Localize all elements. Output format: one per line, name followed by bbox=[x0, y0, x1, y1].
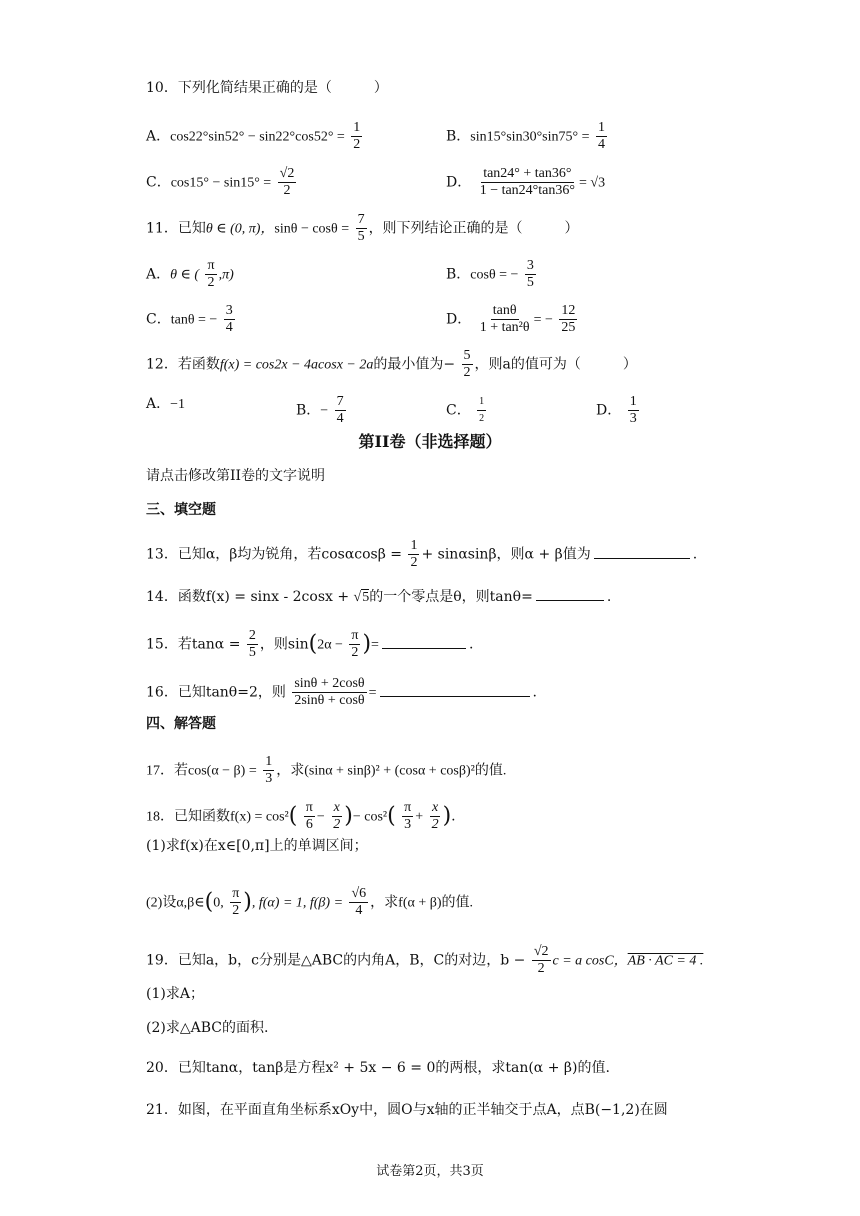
option-label: D． bbox=[446, 174, 472, 191]
fraction: $\frac{x}{2}$ bbox=[431, 800, 439, 832]
q12-stem: 12．若函数f(x) = cos2x − 4acosx − 2a的最小值为− $\frac{5}{2}$ ，则a的值可为（ ） bbox=[146, 348, 637, 380]
option-label: A． bbox=[146, 396, 171, 412]
q18: 18．已知函数f(x) = cos²( $\frac{\pi}{6}$ − $\frac{x}{2}$ )− cos²( $\frac{\pi}{3}$ + $\frac{x}{2}$ ). bbox=[146, 800, 456, 832]
q20: 20．已知tanα，tanβ是方程x² + 5x − 6 = 0的两根，求tan(α + β)的值. bbox=[146, 1060, 610, 1076]
section-title-fill: 三、填空题 bbox=[146, 502, 216, 518]
q12-option-d[interactable] bbox=[596, 394, 641, 427]
q13: 13．已知α，β均为锐角，若cosαcosβ = $\frac{1}{2}$ + sinαsinβ，则α + β值为 . bbox=[146, 538, 698, 570]
q11-stem: 11．已知θ ∈ (0, π)，sinθ − cosθ = $\frac{7}{5}$ ，则下列结论正确的是（ ） bbox=[146, 212, 579, 244]
fraction: $\frac{\pi}{2}$ bbox=[232, 886, 240, 918]
fraction: $\frac{2}{5}$ bbox=[248, 628, 256, 660]
q19-part2: (2)求△ABC的面积. bbox=[146, 1020, 269, 1036]
q11-option-d[interactable]: D． $\frac{\tan\theta}{\text{1 + tan²θ}}$ = − $\frac{12}{25}$ bbox=[446, 303, 576, 335]
fraction: $\frac{3}{4}$ bbox=[225, 303, 233, 335]
q17: 17．若cos(α − β) = $\frac{1}{3}$ ，求(sinα + sinβ)² + (cosα + cosβ)²的值. bbox=[146, 754, 507, 786]
fraction: $\frac{1}{3}$ bbox=[265, 754, 273, 786]
q11-option-b[interactable]: B．cosθ = − $\frac{3}{5}$ bbox=[446, 258, 534, 290]
fraction: $\frac{\sin\theta + 2\cos\theta}{2\sin\theta + \cos\theta}$ bbox=[294, 676, 365, 708]
fraction: $\frac{3}{5}$ bbox=[526, 258, 534, 290]
option-label: A． bbox=[146, 266, 171, 283]
q10-d-rhs: = √3 bbox=[579, 175, 606, 191]
option-label: B． bbox=[446, 266, 471, 283]
section-title-solve: 四、解答题 bbox=[146, 716, 216, 732]
page-footer: 试卷第2页，共3页 bbox=[376, 1164, 484, 1179]
part2-title: 第II卷（非选择题） bbox=[358, 432, 502, 451]
q19: 19．已知a，b，c分别是△ABC的内角A，B，C的对边，b − $\frac{√2}{2}$ c = a cosC，AB · AC = 4 . bbox=[146, 944, 704, 976]
q11-option-a[interactable]: A．θ ∈ ( $\frac{\pi}{2}$ ,π) bbox=[146, 258, 234, 290]
q18-part1: (1)求f(x)在x∈[0,π]上的单调区间； bbox=[146, 838, 368, 854]
q12-option-b[interactable]: B．− $\frac{7}{4}$ bbox=[296, 394, 344, 426]
part2-note[interactable]: 请点击修改第II卷的文字说明 bbox=[146, 468, 326, 484]
fraction: $\frac{√6}{4}$ bbox=[351, 886, 367, 918]
fraction: $\frac{√2}{2}$ bbox=[279, 166, 295, 198]
option-label: A． bbox=[146, 128, 171, 145]
fraction: $\frac{x}{2}$ bbox=[333, 800, 341, 832]
q16: 16．已知tanθ=2，则 $\frac{\sin\theta + 2\cos\theta}{2\sin\theta + \cos\theta}$ = . bbox=[146, 676, 537, 708]
fraction: $\frac{\tan 24^\circ + \tan 36^\circ}{1 - \tan 24^\circ\tan 36^\circ}$ bbox=[479, 166, 575, 198]
answer-blank[interactable] bbox=[594, 544, 690, 559]
fraction: $\frac{1}{2}$ bbox=[410, 538, 418, 570]
option-label: D． bbox=[446, 311, 472, 328]
q10-option-b[interactable] bbox=[446, 120, 609, 153]
fraction: $\frac{\tan\theta}{\text{1 + tan²θ}}$ bbox=[479, 303, 530, 335]
q10-option-c[interactable] bbox=[146, 166, 298, 199]
option-label: C． bbox=[146, 174, 171, 191]
option-label: D． bbox=[596, 402, 622, 419]
fraction: $\frac{1}{2}$ bbox=[479, 396, 485, 424]
fraction: $\frac{5}{2}$ bbox=[463, 348, 471, 380]
fraction: $\frac{7}{4}$ bbox=[336, 394, 344, 426]
fraction: $\frac{\pi}{2}$ bbox=[351, 628, 359, 660]
q21: 21．如图，在平面直角坐标系xOy中，圆O与x轴的正半轴交于点A，点B(−1,2)在圆 bbox=[146, 1102, 668, 1118]
q14: 14．函数f(x) = sinx - 2cosx + √5的一个零点是θ，则tanθ= . bbox=[146, 586, 611, 608]
q12-option-c[interactable] bbox=[446, 394, 488, 427]
q12-option-a[interactable]: A．−1 bbox=[146, 396, 186, 412]
option-label: B． bbox=[296, 402, 321, 419]
fraction: $\frac{1}{3}$ bbox=[629, 394, 637, 426]
fraction: $\frac{√2}{2}$ bbox=[533, 944, 549, 976]
fraction: $\frac{1}{2}$ bbox=[353, 120, 361, 152]
q18-part2: (2)设α,β∈(0, $\frac{\pi}{2}$ ), f(α) = 1, f(β) = $\frac{√6}{4}$ ，求f(α + β)的值. bbox=[146, 886, 474, 918]
q10-a-expr: cos22°sin52° − sin22°cos52° = bbox=[170, 129, 345, 145]
option-label: C． bbox=[146, 311, 171, 328]
answer-blank[interactable] bbox=[380, 682, 530, 697]
fraction: $\frac{\pi}{3}$ bbox=[404, 800, 412, 832]
q10-option-a[interactable] bbox=[146, 120, 364, 153]
answer-blank[interactable] bbox=[382, 634, 466, 649]
fraction: $\frac{7}{5}$ bbox=[357, 212, 365, 244]
option-label: C． bbox=[446, 402, 471, 419]
q19-part1: (1)求A； bbox=[146, 986, 204, 1002]
q10-stem: 10．下列化简结果正确的是（ ） bbox=[146, 80, 388, 96]
fraction: $\frac{12}{25}$ bbox=[561, 303, 576, 335]
q10-c-expr: cos15° − sin15° = bbox=[170, 175, 272, 191]
fraction: $\frac{\pi}{6}$ bbox=[305, 800, 313, 832]
q11-option-c[interactable]: C．tanθ = − $\frac{3}{4}$ bbox=[146, 303, 233, 335]
q10-b-expr: sin15°sin30°sin75° = bbox=[470, 129, 590, 145]
option-label: B． bbox=[446, 128, 471, 145]
q15: 15．若tanα = $\frac{2}{5}$ ，则sin(2α − $\frac{\pi}{2}$ )= . bbox=[146, 628, 474, 660]
fraction: $\frac{\pi}{2}$ bbox=[207, 258, 215, 290]
q10-option-d[interactable] bbox=[446, 166, 605, 199]
fraction: $\frac{1}{4}$ bbox=[597, 120, 605, 152]
answer-blank[interactable] bbox=[536, 586, 604, 601]
